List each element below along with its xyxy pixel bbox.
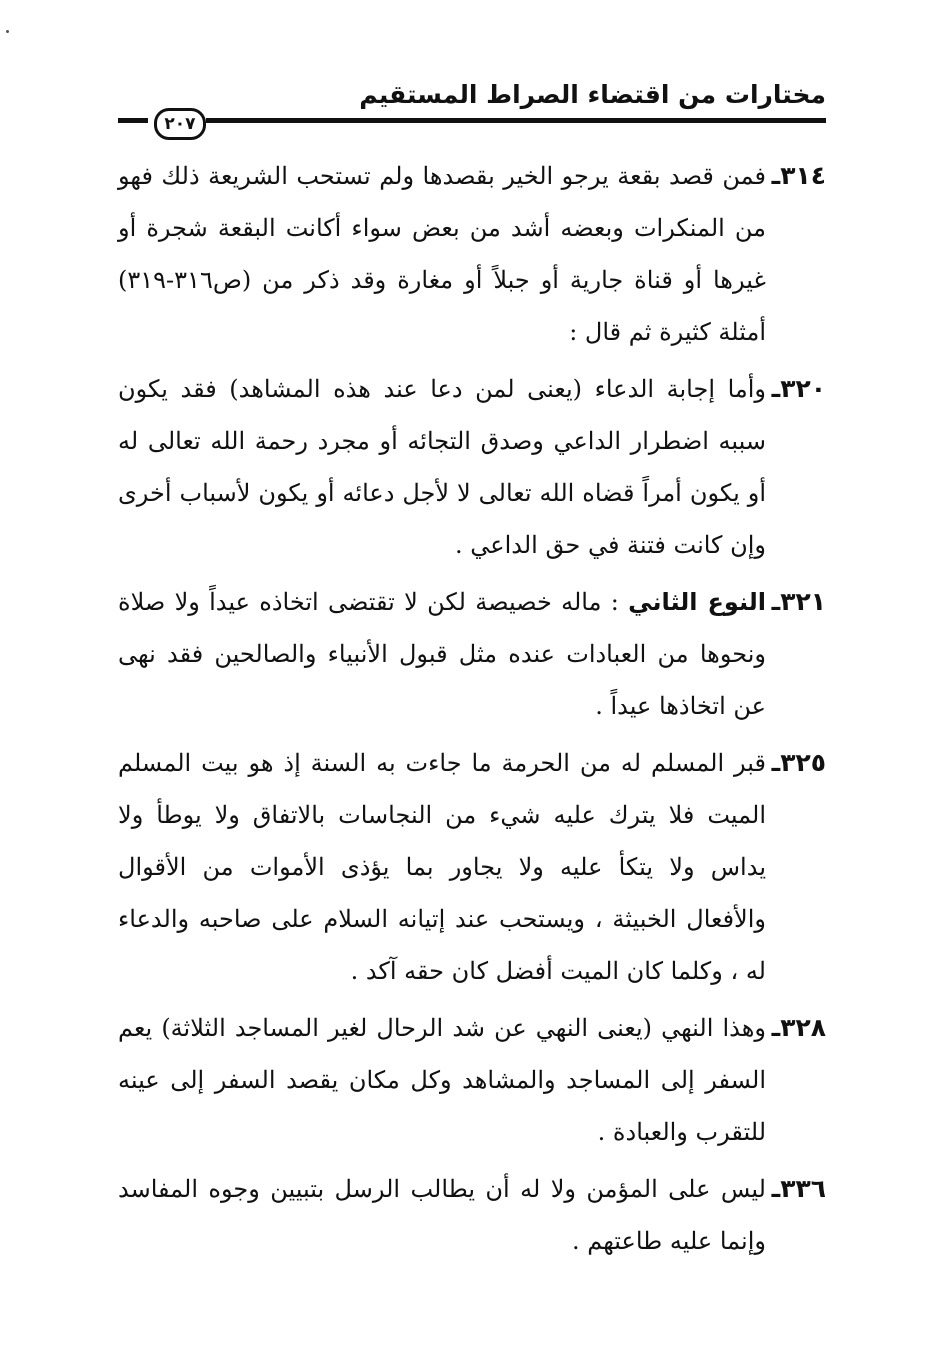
entry-336 xyxy=(118,1163,826,1267)
entry-text: وهذا النهي (يعنى النهي عن شد الرحال لغير المساجد الثلاثة) يعم السفر إلى المساجد والمشاهد وكل مكان يقصد السفر إلى عينه للتقرب والعبادة . xyxy=(118,1014,767,1146)
running-title: مختارات من اقتضاء الصراط المستقيم xyxy=(359,80,826,109)
entry-text: : ماله خصيصة لكن لا تقتضى اتخاذه عيداً ولا صلاة ونحوها من العبادات عنده مثل قبول الأنبياء والصالحين فقد نهى عن اتخاذها عيداً . xyxy=(118,588,766,720)
header-rule-long xyxy=(206,118,826,123)
entry-number: ٣٢٠ـ xyxy=(771,374,826,403)
entry-number: ٣٢١ـ xyxy=(771,587,826,616)
page-number: ٢٠٧ xyxy=(154,108,206,140)
entry-text-with-term xyxy=(118,576,766,732)
entries-list xyxy=(118,150,826,1272)
entry-325 xyxy=(118,737,826,997)
header-rule-short xyxy=(118,118,148,123)
entry-text: فمن قصد بقعة يرجو الخير بقصدها ولم تستحب الشريعة ذلك فهو من المنكرات وبعضه أشد من بعض سواء أكانت البقعة شجرة أو غيرها أو قناة جارية أو جبلاً أو مغارة وقد ذكر من (ص٣١٦-٣١٩) أمثلة كثيرة ثم قال : xyxy=(118,162,766,346)
entry-term: النوع الثاني xyxy=(628,588,766,616)
entry-number: ٣٣٦ـ xyxy=(771,1174,826,1203)
entry-number: ٣١٤ـ xyxy=(771,161,826,190)
entry-320 xyxy=(118,363,826,571)
entry-328 xyxy=(118,1002,826,1158)
entry-text: وأما إجابة الدعاء (يعنى لمن دعا عند هذه المشاهد) فقد يكون سببه اضطرار الداعي وصدق التجائه أو مجرد رحمة الله تعالى له أو يكون أمراً قضاه الله تعالى لا لأجل دعائه أو يكون لأسباب أخرى وإن كانت فتنة في حق الداعي . xyxy=(118,375,766,559)
entry-text: ليس على المؤمن ولا له أن يطالب الرسل بتبيين وجوه المفاسد وإنما عليه طاعتهم . xyxy=(118,1175,766,1255)
scan-dot xyxy=(6,30,9,33)
entry-314 xyxy=(118,150,826,358)
header-rule xyxy=(118,113,826,134)
entry-text: قبر المسلم له من الحرمة ما جاءت به السنة إذ هو بيت المسلم الميت فلا يترك عليه شيء من النجاسات بالاتفاق ولا يوطأ ولا يداس ولا يتكأ عليه ولا يجاور بما يؤذى الأموات من الأقوال والأفعال الخبيثة ، ويستحب عند إتيانه السلام على صاحبه والدعاء له ، وكلما كان الميت أفضل كان حقه آكد . xyxy=(118,749,766,985)
entry-number: ٣٢٥ـ xyxy=(771,748,826,777)
entry-321 xyxy=(118,576,826,732)
entry-number: ٣٢٨ـ xyxy=(771,1013,826,1042)
